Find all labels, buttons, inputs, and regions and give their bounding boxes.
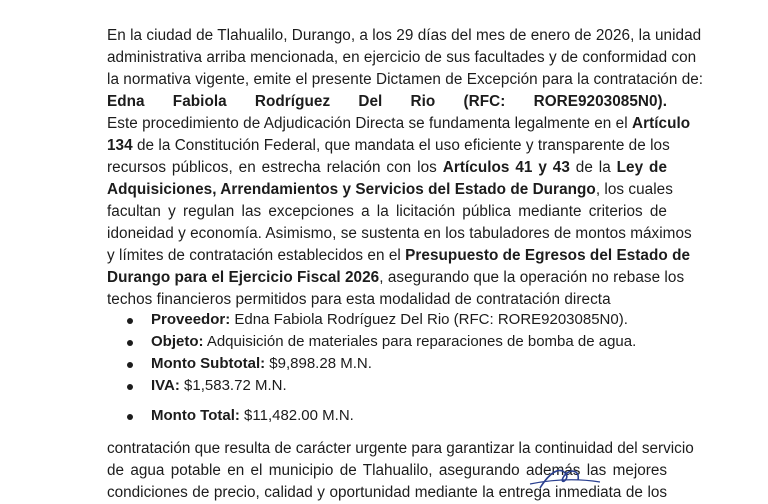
body-text: y límites de contratación establecidos en el	[107, 247, 406, 264]
paragraph-line	[107, 201, 667, 223]
body-text: Este procedimiento de Adjudicación Directa se fundamenta legalmente en el	[107, 115, 632, 132]
bullet-icon	[127, 340, 133, 346]
bullet-icon	[127, 414, 133, 420]
bullet-icon	[127, 318, 133, 324]
paragraph-line: condiciones de precio, calidad y oportunidad mediante la entrega inmediata de los	[107, 484, 667, 501]
list-item-text	[151, 333, 636, 350]
list-item-value: $11,482.00 M.N.	[239, 407, 354, 424]
bold-text: Ley de	[616, 159, 667, 176]
paragraph-line: de agua potable en el municipio de Tlahualilo, asegurando además las mejores	[107, 462, 667, 479]
body-text: En la ciudad de Tlahualilo, Durango, a los 29 días del mes de enero de 2026, la unidad	[107, 27, 702, 44]
paragraph-line	[107, 245, 691, 267]
paragraph-line	[107, 25, 702, 47]
paragraph-line	[107, 135, 670, 157]
bullet-icon	[127, 362, 133, 368]
list-item-value: Edna Fabiola Rodríguez Del Rio (RFC: RORE9203085N0).	[230, 311, 628, 328]
paragraph-line	[107, 223, 692, 245]
list-item-value: Adquisición de materiales para reparaciones de bomba de agua.	[203, 333, 637, 350]
body-text: , asegurando que la operación no rebase los	[379, 269, 685, 286]
list-item-label: IVA:	[151, 377, 180, 394]
list-item-value: $9,898.28 M.N.	[265, 355, 372, 372]
body-text: , los cuales	[595, 181, 673, 198]
body-text: techos financieros permitidos para esta modalidad de contratación directa	[107, 291, 611, 308]
list-item-value: $1,583.72 M.N.	[179, 377, 287, 394]
paragraph-line: contratación que resulta de carácter urgente para garantizar la continuidad del servicio	[107, 440, 694, 457]
paragraph-line	[107, 267, 685, 289]
body-text: de la	[569, 159, 617, 176]
list-item-label: Objeto:	[151, 333, 204, 350]
list-item-text	[151, 311, 628, 328]
bold-text: Artículos 41 y 43	[442, 159, 570, 176]
paragraph-dictamen	[107, 25, 704, 311]
body-text: recursos públicos, en estrecha relación con los	[107, 159, 443, 176]
paragraph-line	[107, 69, 704, 91]
list-item-text	[151, 355, 372, 372]
bold-text: 134	[107, 137, 133, 154]
list-item-text	[151, 377, 287, 394]
bold-text: Edna Fabiola Rodríguez Del Rio (RFC: RORE9203085N0).	[107, 93, 667, 110]
bold-text: Durango para el Ejercicio Fiscal 2026	[107, 269, 380, 286]
paragraph-line	[107, 91, 667, 113]
body-text: de la Constitución Federal, que mandata el uso eficiente y transparente de los	[132, 137, 670, 154]
bold-text: Adquisiciones, Arrendamientos y Servicios del Estado de Durango	[107, 181, 596, 198]
body-text: idoneidad y economía. Asimismo, se sustenta en los tabuladores de montos máximos	[107, 225, 692, 242]
list-item-label: Monto Total:	[151, 407, 240, 424]
list-item-text	[151, 407, 354, 424]
paragraph-line	[107, 157, 667, 179]
paragraph-line	[107, 179, 673, 201]
paragraph-line	[107, 47, 697, 69]
paragraph-line	[107, 289, 667, 311]
signature-mark	[520, 462, 610, 492]
body-text: facultan y regulan las excepciones a la licitación pública mediante criterios de	[107, 203, 667, 220]
body-text: administrativa arriba mencionada, en ejercicio de sus facultades y de conformidad con	[107, 49, 697, 66]
paragraph-line	[107, 113, 691, 135]
list-item-label: Monto Subtotal:	[151, 355, 266, 372]
bullet-icon	[127, 384, 133, 390]
body-text: la normativa vigente, emite el presente Dictamen de Excepción para la contratación de:	[107, 71, 704, 88]
bold-text: Artículo	[631, 115, 691, 132]
list-item-label: Proveedor:	[151, 311, 231, 328]
bold-text: Presupuesto de Egresos del Estado de	[405, 247, 691, 264]
